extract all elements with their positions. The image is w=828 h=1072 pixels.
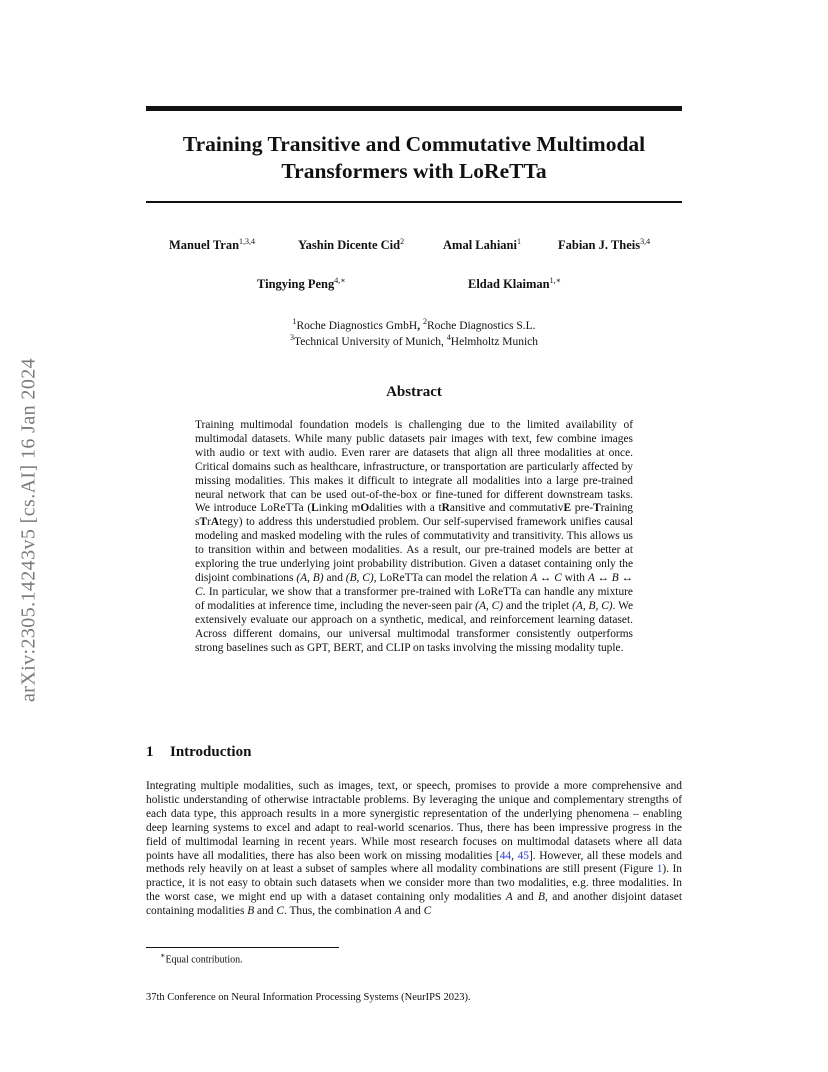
author-fabian-theis: Fabian J. Theis$^{3,4}$ (558, 237, 651, 253)
author-tingying-peng: Tingying Peng$^{4,∗}$ (257, 276, 346, 292)
title-line-1: Training Transitive and Commutative Multimodal (182, 132, 646, 156)
affiliation-line-2: $^3$Technical University of Munich, $^4$Helmholtz Munich (289, 333, 538, 348)
title-line-2: Transformers with LoReTTa (281, 159, 547, 183)
author-manuel-tran: Manuel Tran$^{1,3,4}$ (169, 237, 256, 253)
affiliation-line-1: $^1$Roche Diagnostics GmbH, $^2$Roche Diagnostics S.L. (292, 317, 536, 332)
citation-link[interactable]: 45 (517, 849, 529, 862)
conference-note: 37th Conference on Neural Information Processing Systems (NeurIPS 2023). (146, 992, 471, 1003)
footnote: ∗Equal contribution. (160, 951, 243, 966)
footnote-rule (146, 947, 339, 948)
arxiv-identifier: arXiv:2305.14243v5 [cs.AI] 16 Jan 2024 (17, 357, 40, 703)
author-eldad-klaiman: Eldad Klaiman$^{1,∗}$ (468, 276, 562, 292)
author-yashin-dicente-cid: Yashin Dicente Cid$^2$ (298, 237, 405, 253)
section-heading-introduction: 1 Introduction (146, 744, 252, 760)
title-top-rule (146, 106, 682, 111)
paper-title (146, 131, 682, 185)
abstract-text: Training multimodal foundation models is challenging due to the limited availability of multimodal datasets. While many public datasets pair images with text, few combine images with audio or text with audio. Even rarer are datasets that align all three modalities at once. Critical domains such as healthcare, infrastructure, or transportation are particularly affected by missing modalities. This makes it difficult to integrate all modalities into a large pre-trained neural network that can be used out-of-the-box or fine-tuned for different downstream tasks. We introduce LoReTTa (Linking mOdalities with a tRansitive and commutativE pre-Training sTrAtegy) to address this understudied problem. Our self-supervised framework unifies causal modeling and masked modeling with the rules of commutativity and transitivity. This allows us to transition within and between modalities. As a result, our pre-trained models are better at exploring the true underlying joint probability distribution. Given a dataset containing only the disjoint combinations (A, B) and (B, C), LoReTTa can model the relation A ↔ C with A ↔ B ↔ C. In particular, we show that a transformer pre-trained with LoReTTa can handle any mixture of modalities at inference time, including the never-seen pair (A, C) and the triplet (A, B, C). We extensively evaluate our approach on a synthetic, medical, and reinforcement learning dataset. Across different domains, our universal multimodal transformer consistently outperforms strong baselines such as GPT, BERT, and CLIP on tasks involving the missing modality tuple. (195, 419, 633, 654)
title-bottom-rule (146, 201, 682, 203)
citation-link[interactable]: 44 (499, 849, 512, 862)
figure-reference-link[interactable]: 1 (656, 863, 663, 876)
abstract-heading: Abstract (386, 384, 442, 400)
author-amal-lahiani: Amal Lahiani$^1$ (443, 237, 521, 253)
introduction-text: Integrating multiple modalities, such as images, text, or speech, promises to provide a more comprehensive and holistic understanding of otherwise intractable problems. By leveraging the unique and complementary strengths of each data type, this approach results in a more synergistic representation of the underlying phenomena – enabling deep learning systems to excel and adapt to real-world scenarios. Thus, there has been impressive progress in the field of multimodal learning in recent years. While most research focuses on multimodal datasets where all data points have all modalities, there has also been work on missing modalities [44, 45]. However, all these models and methods rely heavily on at least a subset of samples where all modality combinations are still present (Figure 1). In practice, it is not easy to obtain such datasets when we consider more than two modalities, e.g. three modalities. In the worst case, we might end up with a dataset containing only modalities A and B, and another disjoint dataset containing modalities B and C. Thus, the combination A and C (146, 780, 682, 918)
